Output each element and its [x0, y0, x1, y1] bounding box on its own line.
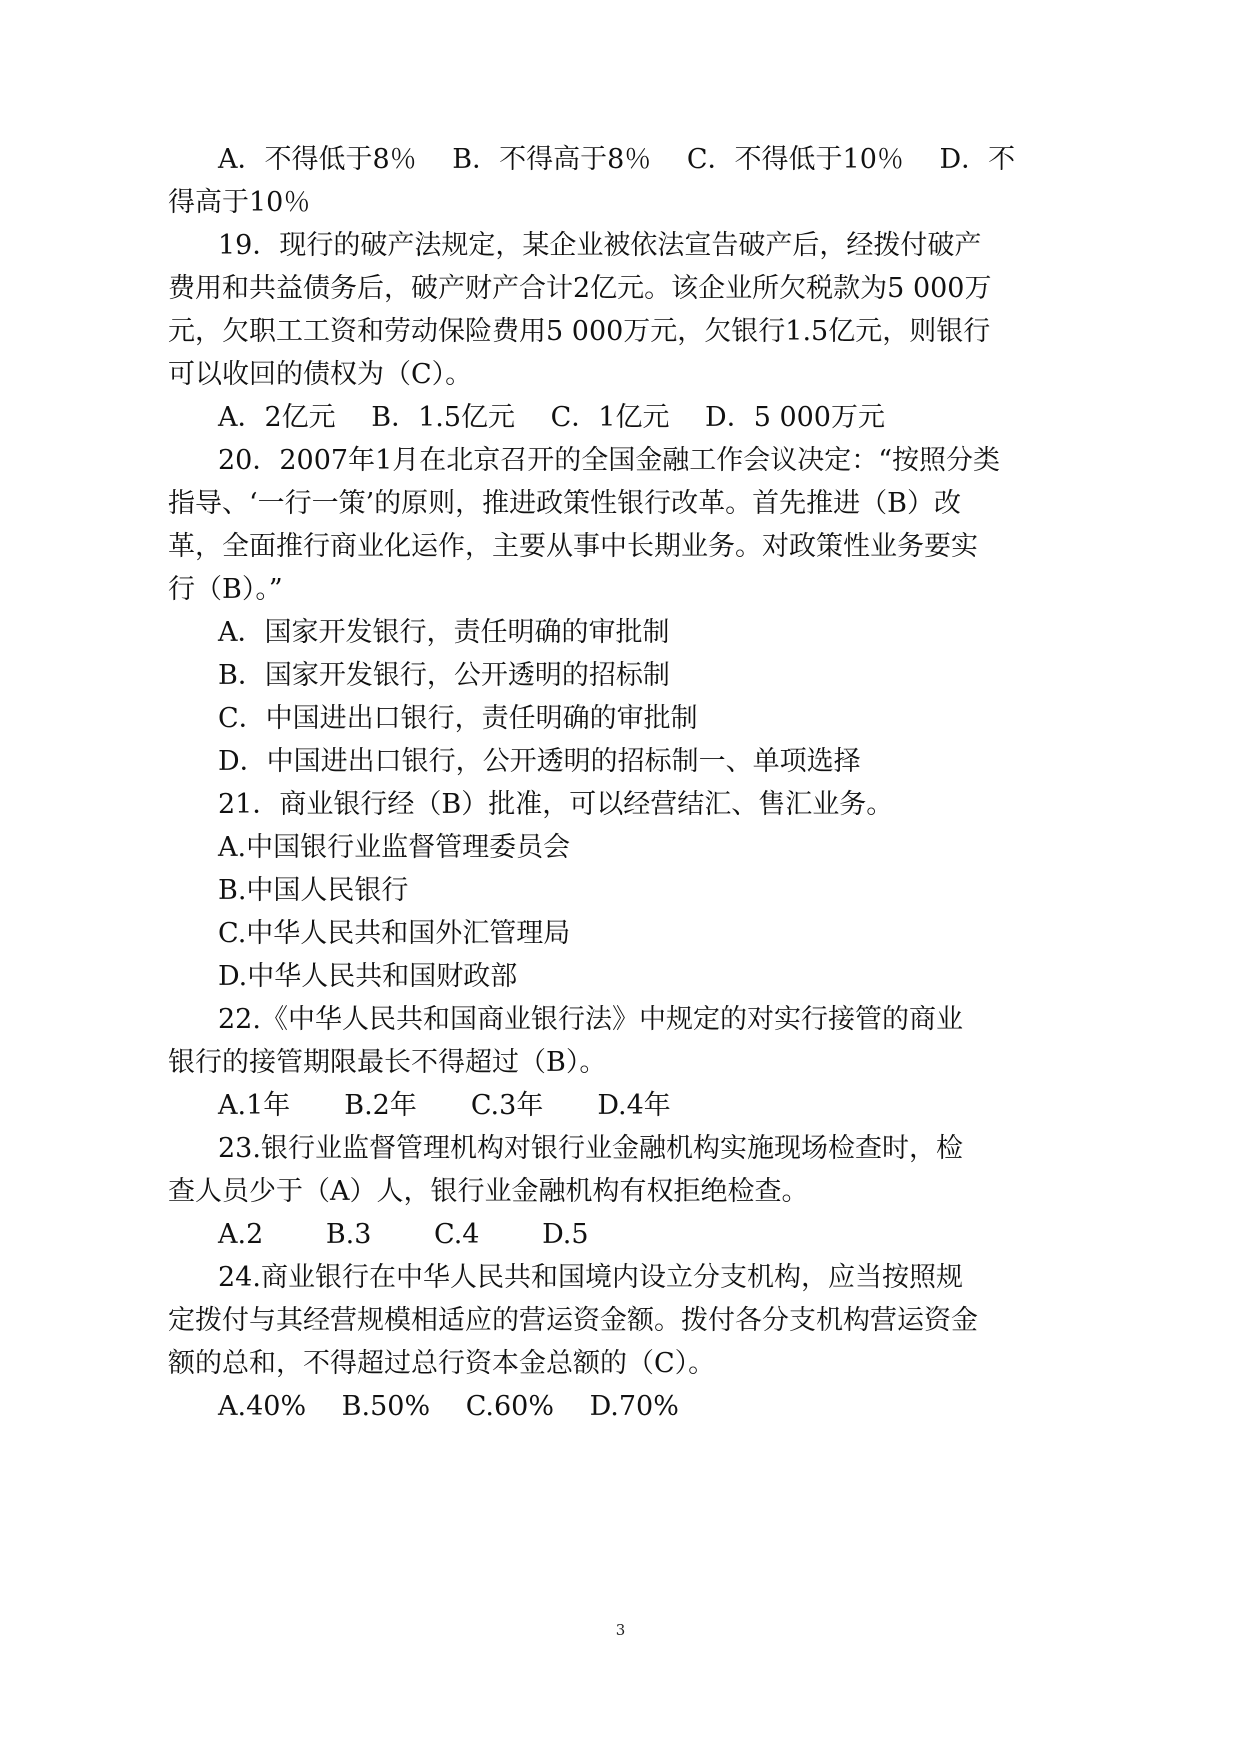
option-q21-a: A.中国银行业监督管理委员会	[218, 832, 571, 863]
question-23: 23.银行业监督管理机构对银行业金融机构实施现场检查时，检	[218, 1133, 963, 1164]
page-number: 3	[615, 1621, 626, 1639]
question-20-line-3: 革，全面推行商业化运作，主要从事中长期业务。对政策性业务要实	[168, 531, 978, 562]
option-q20-c: C．中国进出口银行，责任明确的审批制	[218, 703, 698, 734]
options-q22: A.1年 B.2年 C.3年 D.4年	[218, 1090, 671, 1121]
question-19-line-3: 元，欠职工工资和劳动保险费用5 000万元，欠银行1.5亿元，则银行	[168, 316, 991, 347]
question-19-line-4: 可以收回的债权为（C）。	[168, 359, 473, 390]
options-q24: A.40% B.50% C.60% D.70%	[218, 1391, 679, 1422]
option-q21-c: C.中华人民共和国外汇管理局	[218, 918, 571, 949]
option-q20-b: B．国家开发银行，公开透明的招标制	[218, 660, 670, 691]
question-20-line-4: 行（B）。”	[168, 574, 283, 605]
question-19-line-2: 费用和共益债务后，破产财产合计2亿元。该企业所欠税款为5 000万	[168, 273, 992, 304]
question-23-line-2: 查人员少于（A）人，银行业金融机构有权拒绝检查。	[168, 1176, 809, 1207]
option-q21-d: D.中华人民共和国财政部	[218, 961, 518, 992]
option-q20-a: A．国家开发银行，责任明确的审批制	[218, 617, 670, 648]
question-20-line-2: 指导、‘一行一策’的原则，推进政策性银行改革。首先推进（B）改	[168, 488, 962, 519]
question-22-line-2: 银行的接管期限最长不得超过（B）。	[168, 1047, 607, 1078]
question-20: 20．2007年1月在北京召开的全国金融工作会议决定：“按照分类	[218, 445, 1001, 476]
options-q19: A．2亿元 B．1.5亿元 C．1亿元 D．5 000万元	[218, 402, 885, 433]
option-q20-d: D．中国进出口银行，公开透明的招标制一、单项选择	[218, 746, 861, 777]
question-24-line-3: 额的总和，不得超过总行资本金总额的（C）。	[168, 1348, 716, 1379]
options-q23: A.2 B.3 C.4 D.5	[218, 1219, 589, 1250]
question-24-line-2: 定拨付与其经营规模相适应的营运资金额。拨付各分支机构营运资金	[168, 1305, 978, 1336]
option-line-q18: A．不得低于8％ B．不得高于8％ C．不得低于10％ D．不	[218, 144, 1016, 175]
question-19: 19．现行的破产法规定，某企业被依法宣告破产后，经拨付破产	[218, 230, 982, 261]
option-q21-b: B.中国人民银行	[218, 875, 409, 906]
question-24: 24.商业银行在中华人民共和国境内设立分支机构，应当按照规	[218, 1262, 963, 1293]
question-22: 22.《中华人民共和国商业银行法》中规定的对实行接管的商业	[218, 1004, 963, 1035]
option-line-q18-cont: 得高于10％	[168, 187, 311, 218]
question-21: 21．商业银行经（B）批准，可以经营结汇、售汇业务。	[218, 789, 894, 820]
